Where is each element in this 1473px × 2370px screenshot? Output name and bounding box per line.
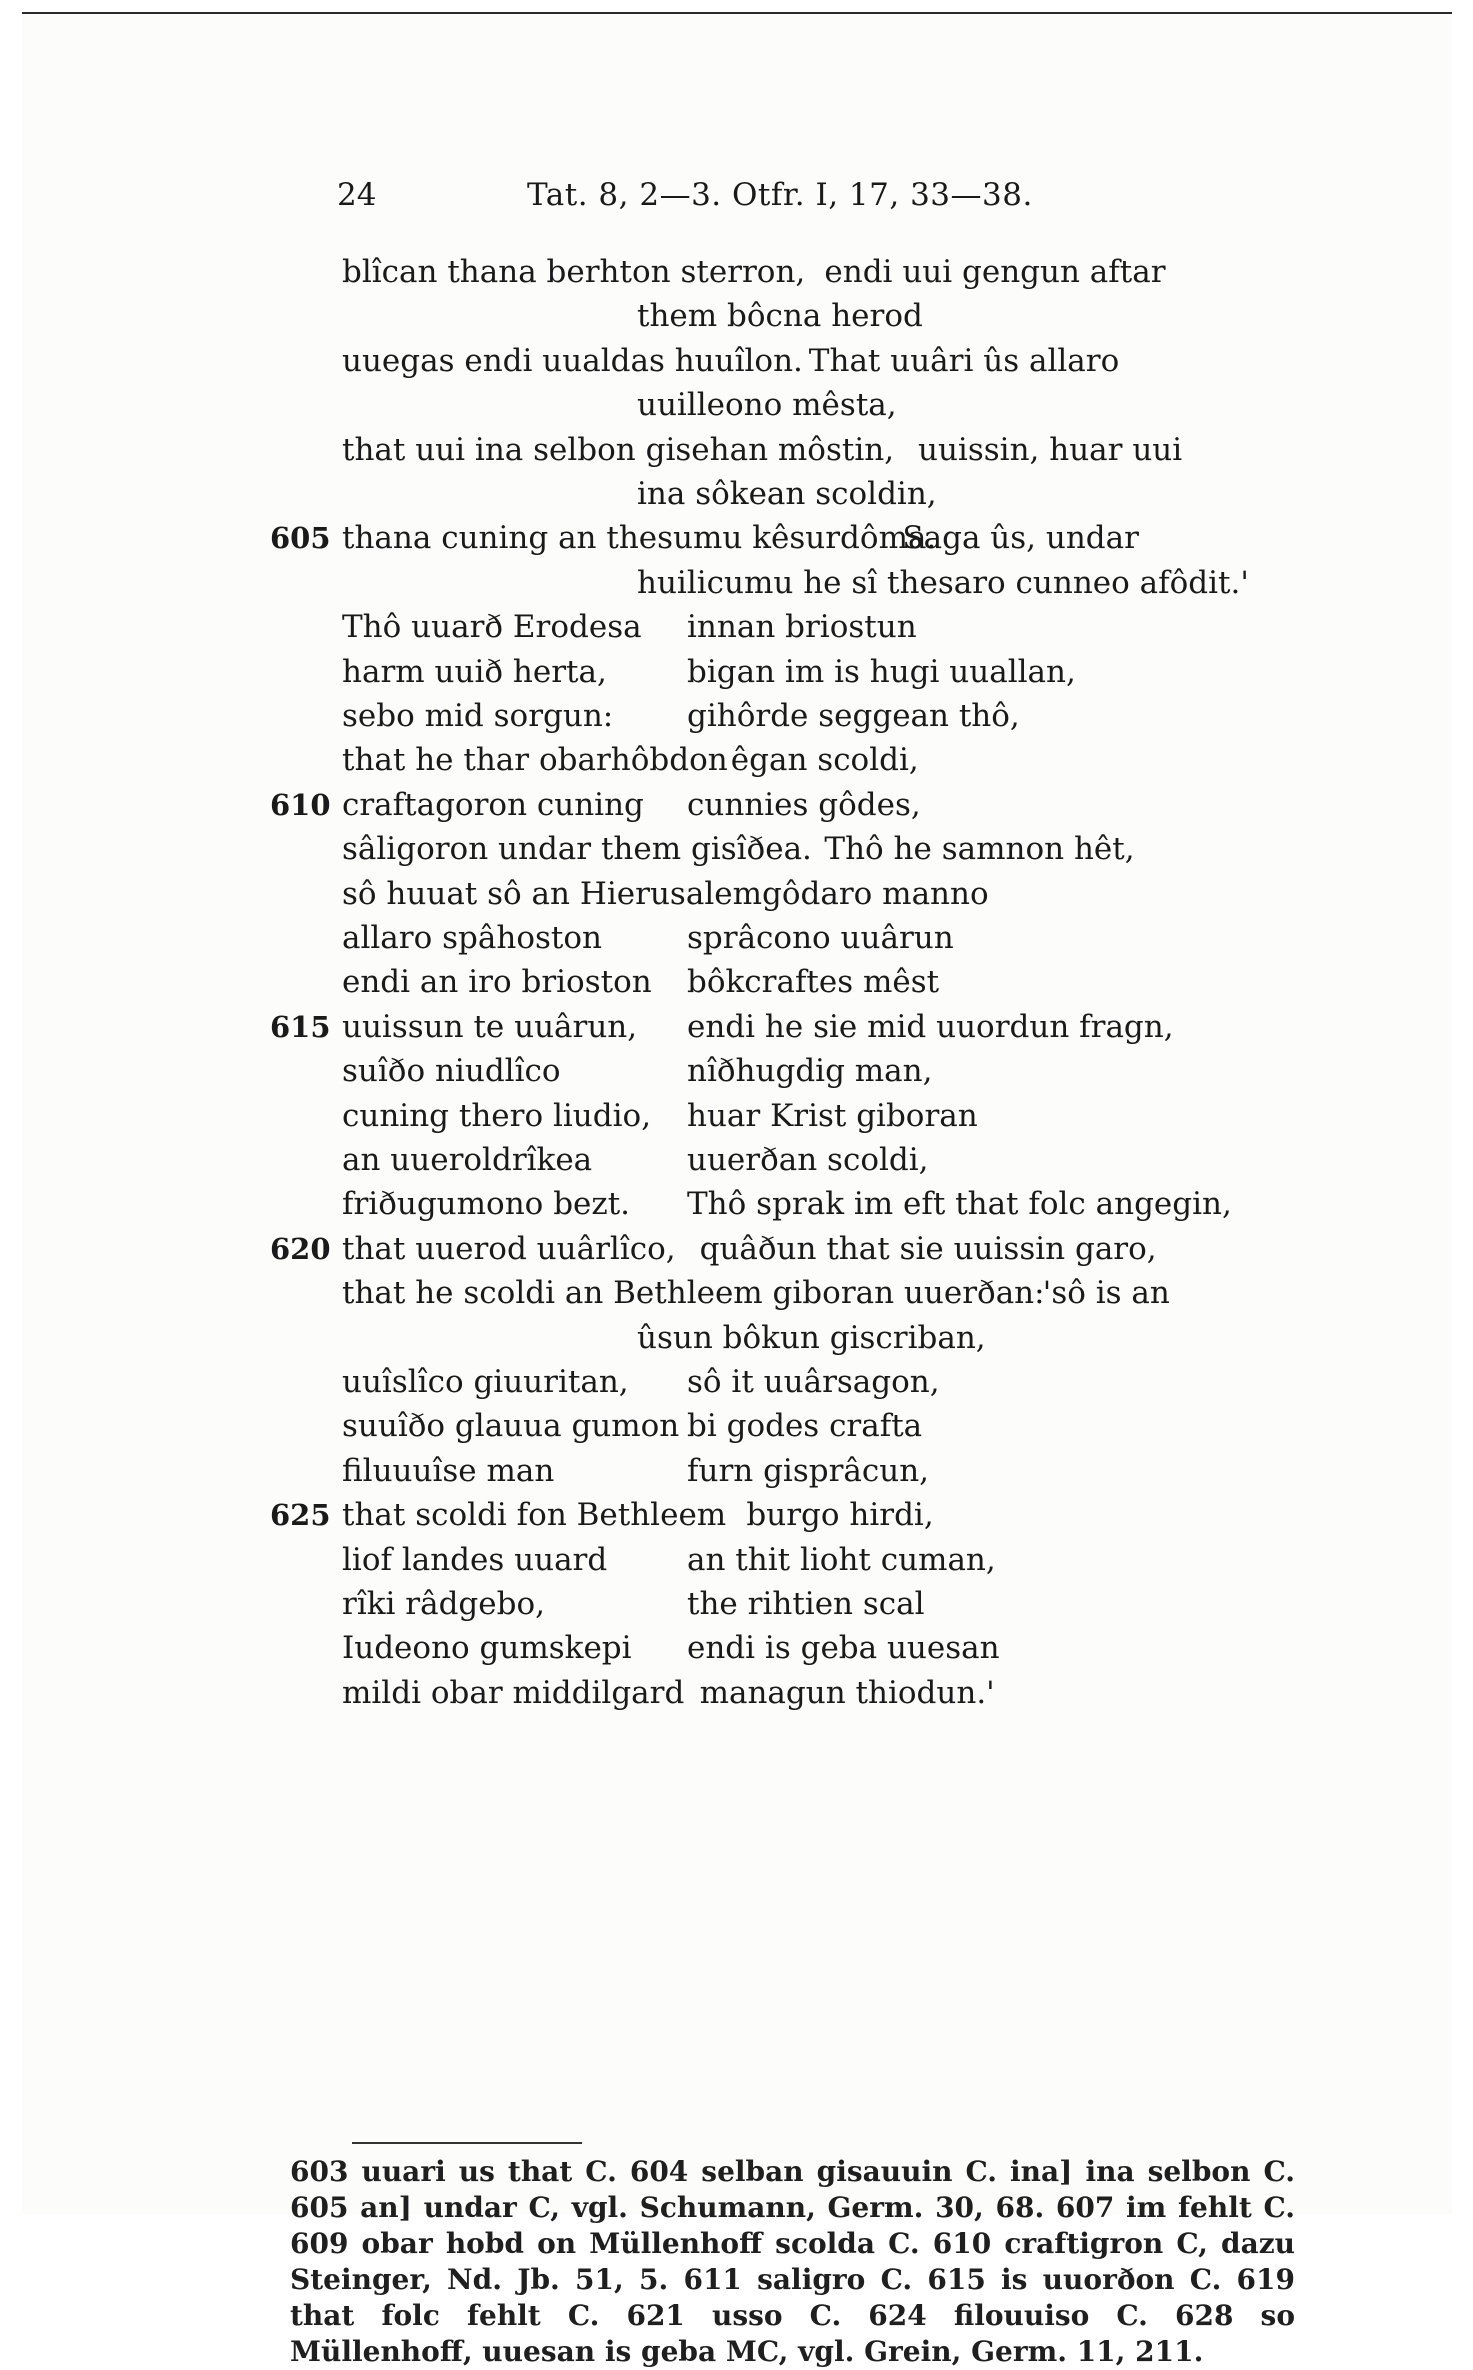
verse-second-half: sprâcono uuârun [687,920,954,956]
verse-line [342,964,1302,1000]
line-number: 610 [270,787,331,822]
verse-line [342,1275,1302,1311]
verse-first-half: sebo mid sorgun: [342,698,614,734]
verse-second-half: huar Krist giboran [687,1097,978,1134]
verse-first-half: uuissun te uuârun, [342,1008,638,1045]
verse-first-half: suuîðo glauua gumon [342,1408,680,1445]
page-number: 24 [337,177,377,213]
verse-first-half: craftagoron cuning [342,786,644,823]
line-number: 605 [270,521,331,556]
verse-second-half: innan briostun [687,609,917,646]
verse-second-half: huilicumu he sî thesaro cunneo afôdit.' [637,564,1249,601]
verse-line [342,1497,1302,1533]
verse-line [342,1542,1302,1578]
verse-line [342,654,1302,690]
verse-first-half: suîðo niudlîco [342,1053,561,1090]
verse-second-half: êgan scoldi, [730,742,919,779]
verse-first-half: uuegas endi uualdas huuîlon. [342,342,803,379]
verse-second-half: cunnies gôdes, [687,786,921,823]
verse-first-half: thana cuning an thesumu kêsurdôma. [342,520,937,557]
verse-line [342,1320,1302,1356]
verse-second-half: 'sô is an [1042,1275,1170,1312]
verse-first-half: harm uuið herta, [342,653,607,690]
verse-line [342,742,1302,778]
verse-first-half: allaro spâhoston [342,920,602,956]
verse-second-half: gihôrde seggean thô, [687,698,1020,734]
verse-line [342,520,1302,556]
verse-second-half: That uuâri ûs allaro [808,342,1120,379]
verse-second-half: endi is geba uuesan [687,1630,1000,1667]
verse-line [342,1408,1302,1444]
verse-second-half: sô it uuârsagon, [687,1364,940,1400]
verse-second-half: Thô sprak im eft that folc angegin, [687,1186,1232,1223]
running-title: Tat. 8, 2—3. Otfr. I, 17, 33—38. [527,177,1033,213]
verse-second-half: endi he sie mid uuordun fragn, [687,1008,1174,1045]
verse-line [342,298,1302,334]
verse-second-half: Saga ûs, undar [902,520,1139,557]
verse-line [342,343,1302,379]
verse-first-half: that uuerod uuârlîco, [342,1230,676,1267]
verse-line [342,387,1302,423]
verse-second-half: ina sôkean scoldin, [637,476,937,512]
verse-second-half: endi uui gengun aftar [824,254,1166,290]
verse-first-half: an uueroldrîkea [342,1142,593,1178]
verse-line [342,876,1302,912]
verse-line [342,831,1302,867]
verse-first-half: sâligoron undar them gisîðea. [342,831,812,868]
verse-first-half: friðugumono bezt. [342,1186,631,1223]
verse-first-half: endi an iro brioston [342,964,652,1001]
verse-second-half: burgo hirdi, [746,1497,934,1534]
verse-line [342,1364,1302,1400]
verse-first-half: blîcan thana berhton sterron, [342,254,806,290]
verse-first-half: cuning thero liudio, [342,1097,652,1134]
footnote-rule [352,2142,582,2144]
verse-first-half: that uui ina selbon gisehan môstin, [342,431,895,468]
verse-first-half: mildi obar middilgard [342,1674,685,1711]
verse-line [342,1142,1302,1178]
verse-second-half: furn gisprâcun, [687,1452,930,1489]
verse-second-half: uuissin, huar uui [918,431,1183,468]
verse-line [342,476,1302,512]
verse-line [342,1098,1302,1134]
verse-second-half: an thit lioht cuman, [687,1541,996,1578]
verse-line [342,254,1302,290]
verse-line [342,920,1302,956]
verse-first-half: that scoldi fon Bethleem [342,1497,727,1534]
verse-first-half: rîki râdgebo, [342,1586,545,1622]
verse-second-half: uuerðan scoldi, [687,1142,929,1178]
verse-first-half: liof landes uuard [342,1541,608,1578]
verse-line [342,609,1302,645]
verse-line [342,1630,1302,1666]
verse-second-half: bi godes crafta [687,1408,923,1445]
verse-line [342,1586,1302,1622]
verse-first-half: that he thar obarhôbdon [342,742,728,779]
verse-line [342,565,1302,601]
footnotes: 603 uuari us that C. 604 selban gisauuin C. ina] ina selbon C. 605 an] undar C, vgl. Schumann, Germ. 30, 68. 607 im fehlt C. 609 obar hobd on Müllenhoff scolda C. 610 craftigron C, dazu Steinger, Nd. Jb. 51, 5. 611 saligro C. 615 is uuorðon C. 619 that folc fehlt C. 621 usso C. 624 filouuiso C. 628 so Müllenhoff, uuesan is geba MC, vgl. Grein, Germ. 11, 211. [290,2155,1295,2368]
line-number: 615 [270,1009,331,1044]
verse-first-half: Iudeono gumskepi [342,1630,632,1667]
verse-line [342,1231,1302,1267]
verse-line [342,432,1302,468]
line-number: 625 [270,1498,331,1533]
verse-line [342,1675,1302,1711]
verse-second-half: gôdaro manno [762,875,989,912]
verse-first-half: uuîslîco giuuritan, [342,1364,629,1400]
verse-second-half: ûsun bôkun giscriban, [637,1319,986,1356]
verse-first-half: that he scoldi an Bethleem giboran uuerðan: [342,1275,1045,1312]
verse-first-half: Thô uuarð Erodesa [342,609,642,646]
verse-line [342,1009,1302,1045]
verse-second-half: bigan im is hugi uuallan, [687,653,1076,690]
verse-line [342,1053,1302,1089]
verse-second-half: uuilleono mêsta, [637,387,897,424]
book-page [22,12,1452,2368]
verse-line [342,1453,1302,1489]
verse-second-half: them bôcna herod [637,298,923,335]
verse-line [342,698,1302,734]
line-number: 620 [270,1231,331,1266]
verse-second-half: bôkcraftes mêst [687,964,940,1001]
verse-line [342,1186,1302,1222]
verse-second-half: the rihtien scal [687,1586,925,1622]
verse-second-half: Thô he samnon hêt, [824,831,1135,868]
verse-second-half: nîðhugdig man, [687,1053,933,1090]
verse-second-half: managun thiodun.' [699,1674,995,1711]
verse-line [342,787,1302,823]
verse-second-half: quâðun that sie uuissin garo, [699,1230,1157,1267]
verse-first-half: filuuuîse man [342,1452,555,1489]
verse-first-half: sô huuat sô an Hierusalem [342,875,762,912]
